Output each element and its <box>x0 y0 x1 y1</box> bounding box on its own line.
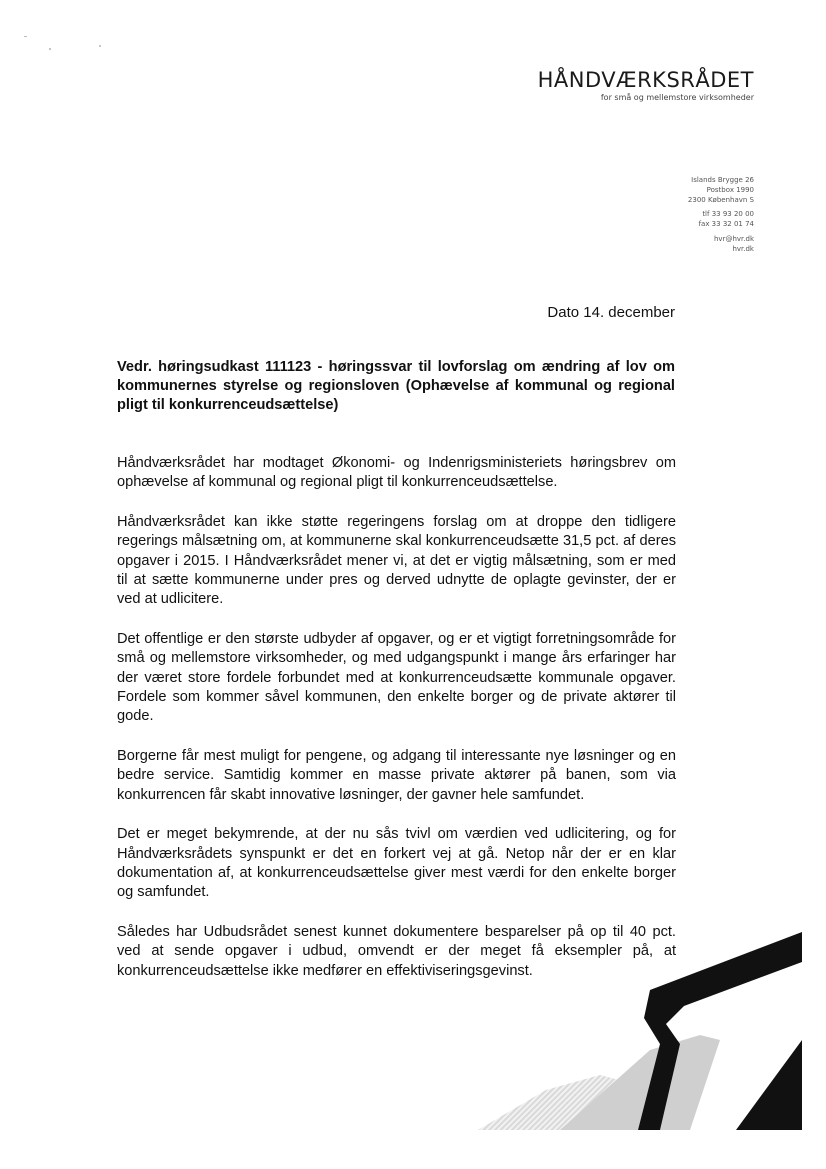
phone-line: tlf 33 93 20 00 <box>702 210 754 219</box>
fax-line: fax 33 32 01 74 <box>698 220 754 229</box>
subject-heading: Vedr. høringsudkast 111123 - høringssvar til lovforslag om ændring af lov om kommunernes styrelse og regionsloven (Ophævelse af kommunal og regional pligt til konkurrenceudsættelse) <box>117 359 675 413</box>
website-link[interactable]: hvr.dk <box>732 244 754 253</box>
body-paragraph: Borgerne får mest muligt for pengene, og adgang til interessante nye løsninger og en bedre service. Samtidig kommer en masse private aktører på banen, som via konkurrencen får skabt innovative løsninger, der gavner hele samfundet. <box>117 747 676 803</box>
address-line: Postbox 1990 <box>706 185 754 194</box>
letter-date: Dato 14. december <box>547 304 675 321</box>
body-paragraph: Det offentlige er den største udbyder af opgaver, og er et vigtigt forretningsområde for små og mellemstore virksomheder, og med udgangspunkt i mange års erfaringer har der været store fordele forbundet med at konkurrenceudsætte kommunale opgaver. Fordele som kommer såvel kommunen, den enkelte borger og de private aktører til gode. <box>117 630 676 725</box>
org-name: HÅNDVÆRKSRÅDET <box>537 68 754 92</box>
address-line: Islands Brygge 26 <box>691 176 754 184</box>
email-link[interactable]: hvr@hvr.dk <box>714 234 754 243</box>
body-paragraph: Således har Udbudsrådet senest kunnet dokumentere besparelser på op til 40 pct. ved at sende opgaver i udbud, omvendt er der meget få eksempler på, at konkurrenceudsættelse ikke medfører en effektiviseringsgevinst. <box>117 923 676 979</box>
body-paragraph: Håndværksrådet har modtaget Økonomi- og Indenrigsministeriets høringsbrev om ophævelse af kommunal og regional pligt til konkurrenceudsættelse. <box>117 455 676 491</box>
body-paragraph: Håndværksrådet kan ikke støtte regeringens forslag om at droppe den tidligere regerings målsætning om, at kommunerne skal konkurrenceudsætte 31,5 pct. af deres opgaver i 2015. I Håndværksrådet mener vi, at det er vigtig målsætning, som er med til at sætte kommunerne under pres og derved udnytte de oplagte gevinster, der er ved at udlicitere. <box>117 513 676 608</box>
org-tagline: for små og mellemstore virksomheder <box>600 93 754 102</box>
black-triangle <box>736 1040 802 1130</box>
address-line: 2300 København S <box>687 195 754 204</box>
body-paragraph: Det er meget bekymrende, at der nu sås tvivl om værdien ved udlicitering, og for Håndværksrådets synspunkt er det en forkert vej at gå. Netop når der er en klar dokumentation af, at konkurrenceudsættelse giver mest værdi for den enkelte borger og samfundet. <box>117 826 676 901</box>
